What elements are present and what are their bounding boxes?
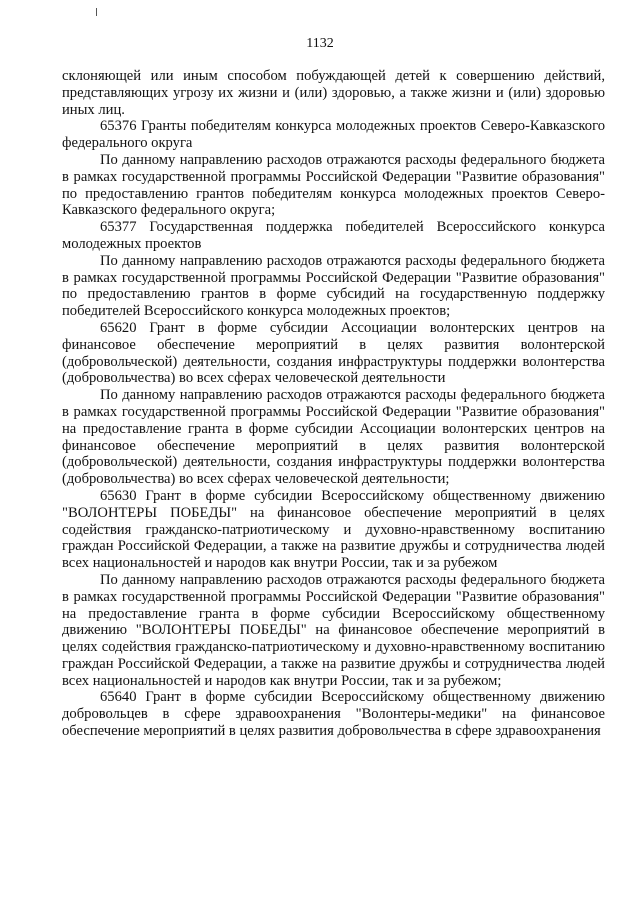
paragraph-description: По данному направлению расходов отражаются расходы федерального бюджета в рамках государственной программы Российской Федерации "Развитие образования" на предоставление гранта в форме субсидии Ассоциации волонтерских центров на финансовое обеспечение мероприятий в целях развития волонтерской (добровольческой) деятельности, создания инфраструктуры поддержки волонтерства (добровольчества) во всех сферах человеческой деятельности; — [62, 387, 605, 488]
page-number: 1132 — [306, 36, 334, 51]
document-body — [62, 68, 605, 740]
expense-code-65640: 65640 Грант в форме субсидии Всероссийскому общественному движению добровольцев в сфере здравоохранения "Волонтеры-медики" на финансовое обеспечение мероприятий в целях развития добровольчества в сфере здравоохранения — [62, 689, 605, 740]
expense-code-65630: 65630 Грант в форме субсидии Всероссийскому общественному движению "ВОЛОНТЕРЫ ПОБЕДЫ" на финансовое обеспечение мероприятий в целях содействия гражданско-патриотическому и духовно-нравственному воспитанию граждан Российской Федерации, а также на развитие дружбы и сотрудничества людей всех национальностей и народов как внутри России, так и за рубежом — [62, 487, 605, 572]
expense-code-65376: 65376 Гранты победителям конкурса молодежных проектов Северо-Кавказского федерального округа — [62, 118, 605, 152]
paragraph-continuation: склоняющей или иным способом побуждающей детей к совершению действий, представляющих угрозу их жизни и (или) здоровью, а также жизни и (или) здоровью иных лиц. — [62, 68, 605, 118]
paragraph-description: По данному направлению расходов отражаются расходы федерального бюджета в рамках государственной программы Российской Федерации "Развитие образования" на предоставление гранта в форме субсидии Всероссийскому общественному движению "ВОЛОНТЕРЫ ПОБЕДЫ" на финансовое обеспечение мероприятий в целях содействия гражданско-патриотическому и духовно-нравственному воспитанию граждан Российской Федерации, а также на развитие дружбы и сотрудничества людей всех национальностей и народов как внутри России, так и за рубежом; — [62, 571, 605, 689]
expense-code-65620: 65620 Грант в форме субсидии Ассоциации волонтерских центров на финансовое обеспечение мероприятий в целях развития волонтерской (добровольческой) деятельности, создания инфраструктуры поддержки волонтерства (добровольчества) во всех сферах человеческой деятельности — [62, 319, 605, 387]
scan-mark — [96, 8, 97, 16]
paragraph-description: По данному направлению расходов отражаются расходы федерального бюджета в рамках государственной программы Российской Федерации "Развитие образования" по предоставлению грантов в форме субсидий на государственную поддержку победителей Всероссийского конкурса молодежных проектов; — [62, 252, 605, 320]
expense-code-65377: 65377 Государственная поддержка победителей Всероссийского конкурса молодежных проектов — [62, 219, 605, 252]
paragraph-description: По данному направлению расходов отражаются расходы федерального бюджета в рамках государственной программы Российской Федерации "Развитие образования" по предоставлению грантов победителям конкурса молодежных проектов Северо-Кавказского федерального округа; — [62, 151, 605, 219]
